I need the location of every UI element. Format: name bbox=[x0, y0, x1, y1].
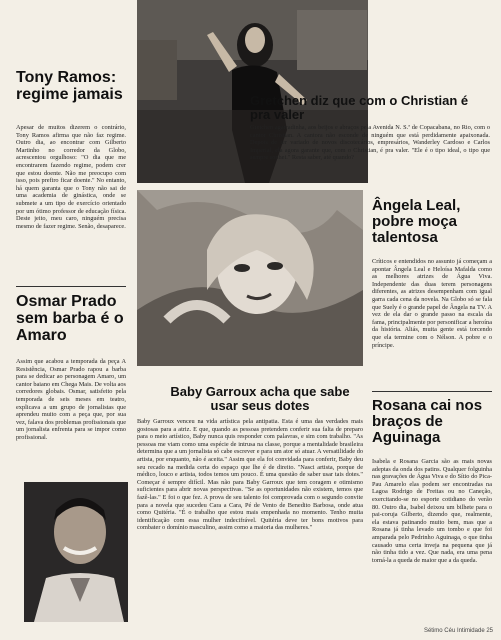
osmar-photo bbox=[24, 482, 128, 622]
baby-garroux-photo bbox=[137, 190, 363, 366]
angela-text: Críticos e entendidos no assunto já começam a apontar Ângela Leal e Heloísa Mafalda como as melhores atrizes de Água Viva. Independente das duas terem personagens diferentes, as atrizes desempenham com igual garra cada cena da novela. Na Globo só se fala que Suely é o grande papel de Ângela na TV. A vez de ela dar o grande passo na escala da fama, principalmente por personificar a heroína da história. Aliás, muita gente está torcendo que ela termine com o Nélson. A pobre e o príncipe. bbox=[372, 258, 492, 349]
tony-headline: Tony Ramos: regime jamais bbox=[16, 69, 123, 103]
divider-left-1 bbox=[16, 286, 126, 287]
tony-text: Apesar de muitos dizerem o contrário, Tony Ramos afirma que não faz regime. Outro dia, ao encontrar com Gilberto Martinho no corredor da Globo, acrescentou orgulhoso: "O dia que me encontrarem fazendo regime, podem crer que estou doente. Não me preocupo com isso, pois prefiro ficar doente." No entanto, há quem garanta que o Tony não sai de uma academia de ginástica, onde se submete a um tipo de exercício orientado por um ótimo professor de educação física. Deste jeito, meu caro, ninguém precisa mesmo de fazer regime. Senão, desaparece. bbox=[16, 124, 126, 230]
divider-right-1 bbox=[372, 391, 492, 392]
baby-text: Baby Garroux venceu na vida artística pela antipatia. Esta é uma das verdades mais gostosas para a atriz. E que, quando as pessoas pretendem conferir sua falta de preparo para o meio artístico, Baby nunca quis responder com palavras, e sim com trabalho. "As pessoas me viam como uma espécie de intrusa na classe, porque a mentalidade brasileira determina que a um jornalista só cabe escrever e para um ator só atuar. A versatilidade do artista, por enquanto, não é aceita." Assim que ela foi convidada para conferir, Baby deu seu recado na medida certa do espaço que lhe é de direito. "Nasci artista, porque de médico, louco e artista, todos temos um pouco. É uma questão de saber usar tais dotes." Começar é sempre difícil. Mas não para Baby Garroux que tem coragem e otimismo suficientes para abrir novas perspectivas. "Se as oportunidades não existem, temos que fazê-las." E foi o que fez. A prova de seu talento foi comprovada com o segundo convite para a novela que sucedeu Cara a Cara, Pé de Vento de Benedito Barbosa, onde atua como Quitéria. "É o trabalho que estou mais empenhada no momento. Tenho muita identificação com essa mulher indecifrável. Quitéria deve ter bons motivos para combater o domínio masculino, assim como a maioria das mulheres." bbox=[137, 418, 363, 532]
rosana-headline: Rosana cai nos braços de Aguinaga bbox=[372, 397, 483, 446]
angela-headline: Ângela Leal, pobre moça talentosa bbox=[372, 197, 461, 246]
rosana-text: Isabela e Rosana Garcia são as mais novas adeptas da onda dos patins. Qualquer folguinha nas gravações de Água Viva e do Sítio do Pica-Pau Amarelo elas podem ser encontradas na Lagoa Rodrigo de Freitas ou no Caneção, exercitando-se no esporte cotidiano do verão 80. Outro dia, Isabel deixou um bilhete para o pai-coruja Gilberto, dizendo que, realmente, ela estava patinando muito bem, mas que a Rosana já tinha levado um tombo e que foi amparada pelo Pedrinho Aguinaga, o que tinha causado uma certa inveja na pequena que já não tinha tido a vez. Que nada, era uma pena torná-la a queda de maior que a da queda. bbox=[372, 458, 492, 564]
osmar-headline: Osmar Prado sem barba é o Amaro bbox=[16, 293, 124, 344]
gretchen-headline: Gretchen diz que com o Christian é pra valer bbox=[250, 93, 469, 122]
gretchen-text: Gretchen agarradinha, aos beijos e abraços pela Avenida N. S.ª de Copacabana, no Rio, com o cantor Christian. A cantora não esconde de ninguém que está perdidamente apaixonada. Depois de ter variado de novos discotecários, empresários, Wanderley Cardoso e Carlos Imperial, ela agora garante que, com o Christian, é pra valer. "Ele é o tipo ideal, o tipo que sempre sonhei." Resta saber, até quando? bbox=[250, 124, 490, 162]
osmar-text: Assim que acabou a temporada da peça A Resistência, Osmar Prado rapou a barba para se dedicar ao personagem Amaro, um cantor baiano em Chega Mais. De volta aos corredores globais. Osmar, satisfeito pela temporada de seis meses em teatro, explicava a um grupo de jornalistas que aprendeu muito com a peça que, por sua vez, falava dos problemas profissionais que um jornalista enfrenta para se impor como profissional. bbox=[16, 358, 126, 441]
baby-headline: Baby Garroux acha que sabe usar seus dotes bbox=[170, 384, 350, 413]
page-footer: Sétimo Céu Intimidade 25 bbox=[423, 628, 493, 634]
